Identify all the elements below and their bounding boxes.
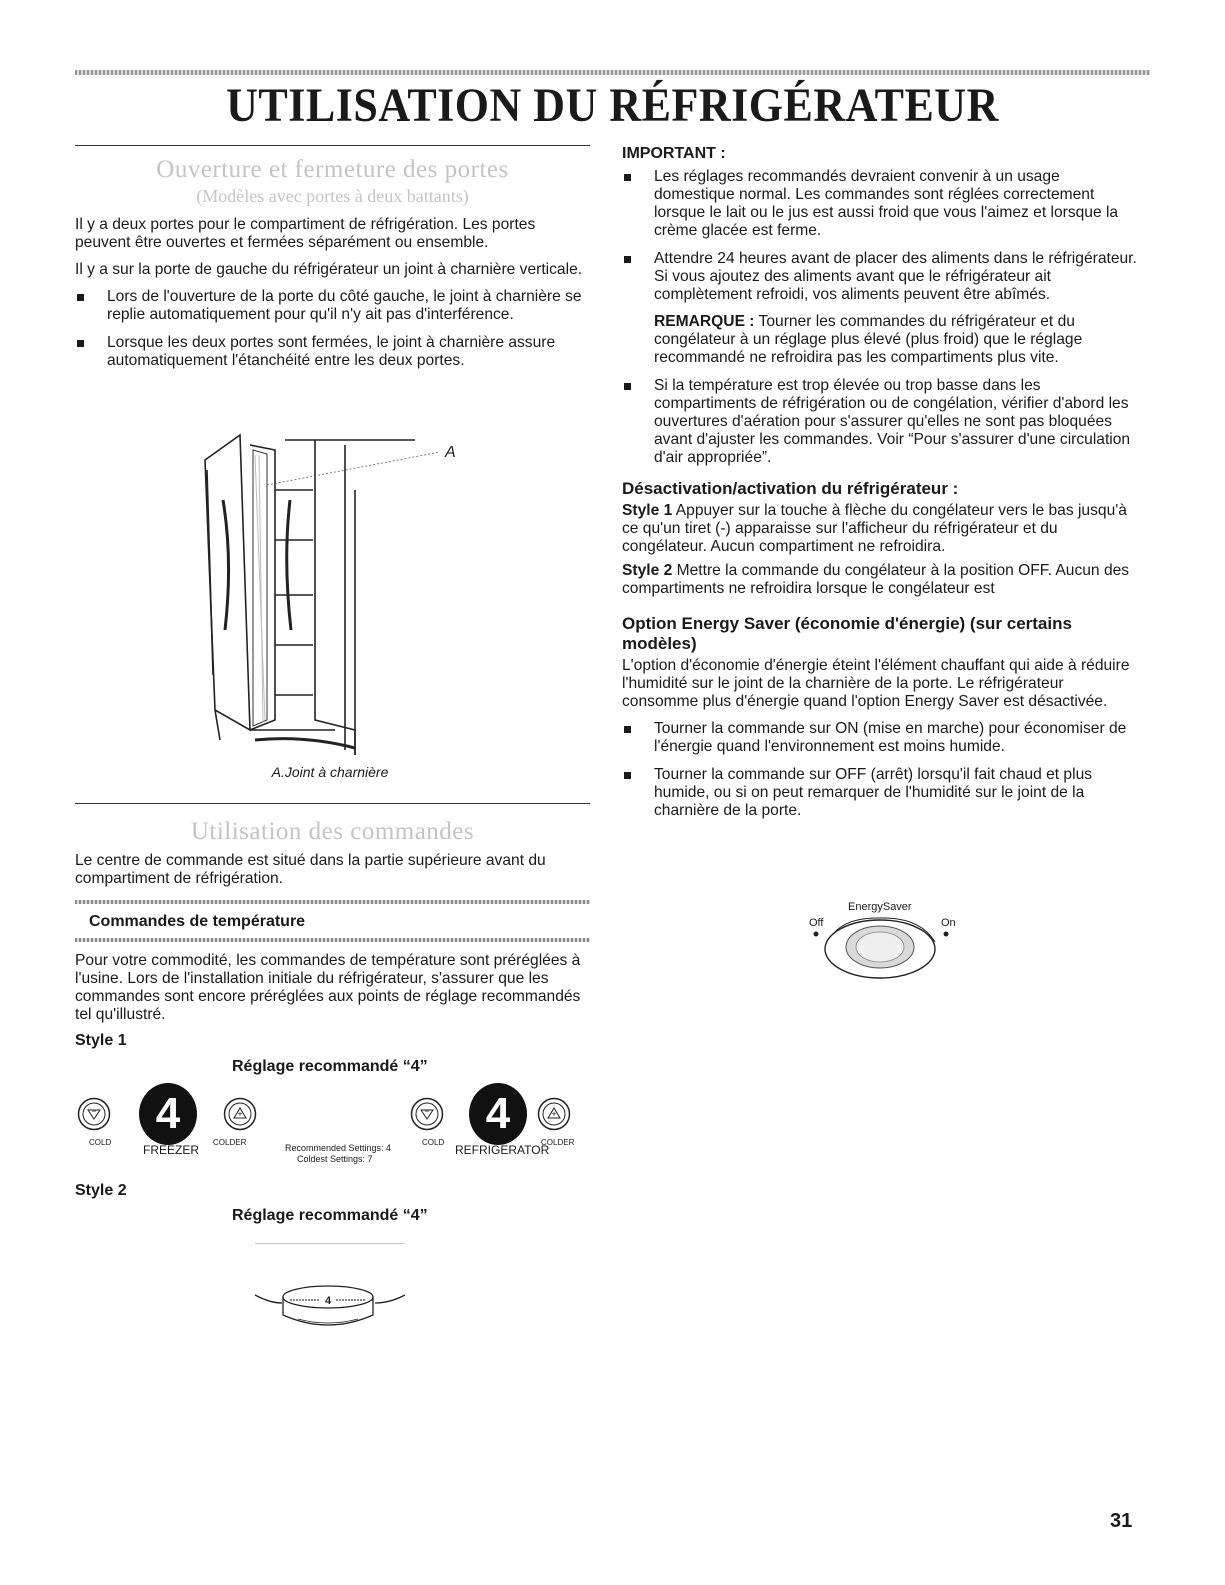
doors-paragraph-2: Il y a sur la porte de gauche du réfrigérateur un joint à charnière verticale. — [75, 261, 583, 278]
important-bullet-list — [622, 168, 1142, 467]
deactivation-style-2: Style 2 Mettre la commande du congélateur à la position OFF. Aucun des compartiments ne refroidira lorsque le congélateur est — [622, 562, 1130, 597]
energy-saver-on-label: On — [941, 917, 956, 929]
svg-text:+: + — [237, 1109, 243, 1119]
remark-text: Tourner les commandes du réfrigérateur et du congélateur à un réglage plus élevé (plus froid) que le réglage recommandé ne refroidira pas les compartiments plus vite. — [654, 313, 1083, 366]
bullet-square-icon — [77, 340, 84, 347]
freezer-colder-label: COLDER — [213, 1138, 247, 1147]
energy-saver-switch[interactable] — [800, 896, 970, 986]
style-2-label: Style 2 — [75, 1182, 127, 1199]
energy-saver-off-label: Off — [809, 917, 824, 929]
figure-caption: A.Joint à charnière — [271, 764, 389, 780]
refrigerator-minus-button[interactable] — [410, 1097, 444, 1131]
energy-saver-label: EnergySaver — [848, 901, 912, 913]
freezer-plus-button[interactable] — [223, 1097, 257, 1131]
controls-paragraph-1: Le centre de commande est situé dans la partie supérieure avant du compartiment de réfrigération. — [75, 852, 546, 887]
style-1-label: Style 1 — [75, 1032, 127, 1049]
energy-saver-title: Option Energy Saver (économie d'énergie) (sur certains modèles) — [622, 614, 1072, 653]
refrigerator-plus-button[interactable] — [537, 1097, 571, 1131]
energy-saver-knob-icon — [800, 912, 970, 986]
controls-paragraph-2: Pour votre commodité, les commandes de température sont préréglées à l'usine. Lors de l'installation initiale du réfrigérateur, s'assurer que les commandes sont encore préréglées aux points de réglage recommandés tel qu'illustré. — [75, 952, 581, 1023]
dial-value: 4 — [324, 1295, 332, 1307]
freezer-cold-label: COLD — [89, 1138, 112, 1147]
section-title-controls: Utilisation des commandes — [190, 818, 475, 845]
doors-bullet-list — [75, 288, 590, 370]
recommended-settings-note: Recommended Settings: 4 — [285, 1143, 392, 1153]
section-divider — [75, 145, 590, 146]
bullet-square-icon — [624, 772, 631, 779]
freezer-minus-button[interactable] — [77, 1097, 111, 1131]
doors-paragraph-1: Il y a deux portes pour le compartiment de réfrigération. Les portes peuvent être ouvertes et fermées séparément ou ensemble. — [75, 216, 536, 251]
refrigerator-door-illustration — [195, 430, 475, 765]
page-title: UTILISATION DU RÉFRIGÉRATEUR — [226, 79, 999, 132]
style-2-divider — [255, 1243, 405, 1244]
top-rule — [75, 70, 1150, 75]
recommended-setting-2: Réglage recommandé “4” — [232, 1207, 428, 1224]
deactivation-style-1: Style 1 Appuyer sur la touche à flèche du congélateur vers le bas jusqu'à ce qu'un tiret (-) apparaisse sur l'afficheur du réfrigérateur et du congélateur. Aucun compartiment ne refroidira. — [622, 502, 1127, 555]
temp-controls-header: Commandes de température — [89, 913, 306, 930]
refrigerator-label: REFRIGERATOR — [455, 1143, 550, 1157]
energy-saver-paragraph: L'option d'économie d'énergie éteint l'élément chauffant qui aide à réduire l'humidité sur le joint de la charnière de la porte. Le réfrigérateur consomme plus d'énergie quand l'option Energy Saver est désactivée. — [622, 657, 1130, 710]
style-1-control-panel — [75, 1083, 600, 1178]
list-item: Lorsque les deux portes sont fermées, le joint à charnière assure automatiquement l'étanchéité entre les deux portes. — [75, 334, 590, 370]
right-column — [622, 144, 1142, 830]
list-item: Attendre 24 heures avant de placer des aliments dans le réfrigérateur. Si vous ajoutez des aliments avant que le réfrigérateur ait complètement refroidi, vos aliments peuvent être abîmés. REMARQUE : Tourner les commandes du réfrigérateur et du congélateur à un réglage plus élevé (plus froid) que le réglage recommandé ne refroidira pas les compartiments plus vite. — [622, 250, 1142, 367]
svg-text:+: + — [551, 1109, 557, 1119]
remark-label: REMARQUE : — [654, 313, 755, 330]
bullet-square-icon — [624, 383, 631, 390]
freezer-display: 4 — [139, 1083, 197, 1145]
list-item: Si la température est trop élevée ou trop basse dans les compartiments de réfrigération ou de congélation, vérifier d'abord les ouvertures d'aération pour s'assurer qu'elles ne sont pas bloquées avant d'ajuster les commandes. Voir “Pour s'assurer d'une circulation d'air appropriée”. — [622, 377, 1142, 467]
dotted-rule — [75, 900, 590, 904]
svg-text:−: − — [91, 1106, 97, 1116]
list-item: Tourner la commande sur OFF (arrêt) lorsqu'il fait chaud et plus humide, ou si on peut remarquer de l'humidité sur le joint de la charnière de la porte. — [622, 766, 1142, 820]
section-subtitle-doors: (Modèles avec portes à deux battants) — [196, 186, 469, 206]
list-item: Les réglages recommandés devraient convenir à un usage domestique normal. Les commandes sont réglées correctement lorsque le lait ou le jus est aussi froid que vous l'aimez et lorsque la crème glacée est ferme. — [622, 168, 1142, 240]
section-divider — [75, 803, 590, 804]
remark-note — [654, 313, 1142, 367]
important-title: IMPORTANT : — [622, 145, 726, 162]
list-item: Tourner la commande sur ON (mise en marche) pour économiser de l'énergie quand l'environnement est moins humide. — [622, 720, 1142, 756]
refrigerator-cold-label: COLD — [422, 1138, 445, 1147]
bullet-square-icon — [624, 726, 631, 733]
coldest-settings-note: Coldest Settings: 7 — [297, 1154, 373, 1164]
page-number: 31 — [1110, 1510, 1133, 1532]
svg-text:−: − — [424, 1106, 430, 1116]
figure-label-a: A — [445, 444, 456, 461]
section-title-doors: Ouverture et fermeture des portes — [156, 156, 509, 183]
bullet-square-icon — [624, 256, 631, 263]
dotted-rule — [75, 938, 590, 942]
refrigerator-colder-label: COLDER — [541, 1138, 575, 1147]
list-item: Lors de l'ouverture de la porte du côté gauche, le joint à charnière se replie automatiquement pour qu'il n'y ait pas d'interférence. — [75, 288, 590, 324]
bullet-square-icon — [624, 174, 631, 181]
recommended-setting-1: Réglage recommandé “4” — [232, 1058, 428, 1075]
doors-text-block — [75, 216, 590, 380]
freezer-label: FREEZER — [143, 1143, 200, 1157]
deactivation-title: Désactivation/activation du réfrigérateur : — [622, 479, 959, 498]
bullet-square-icon — [77, 294, 84, 301]
style-2-dial[interactable] — [250, 1275, 410, 1335]
refrigerator-display: 4 — [469, 1083, 527, 1145]
energy-bullet-list — [622, 720, 1142, 820]
